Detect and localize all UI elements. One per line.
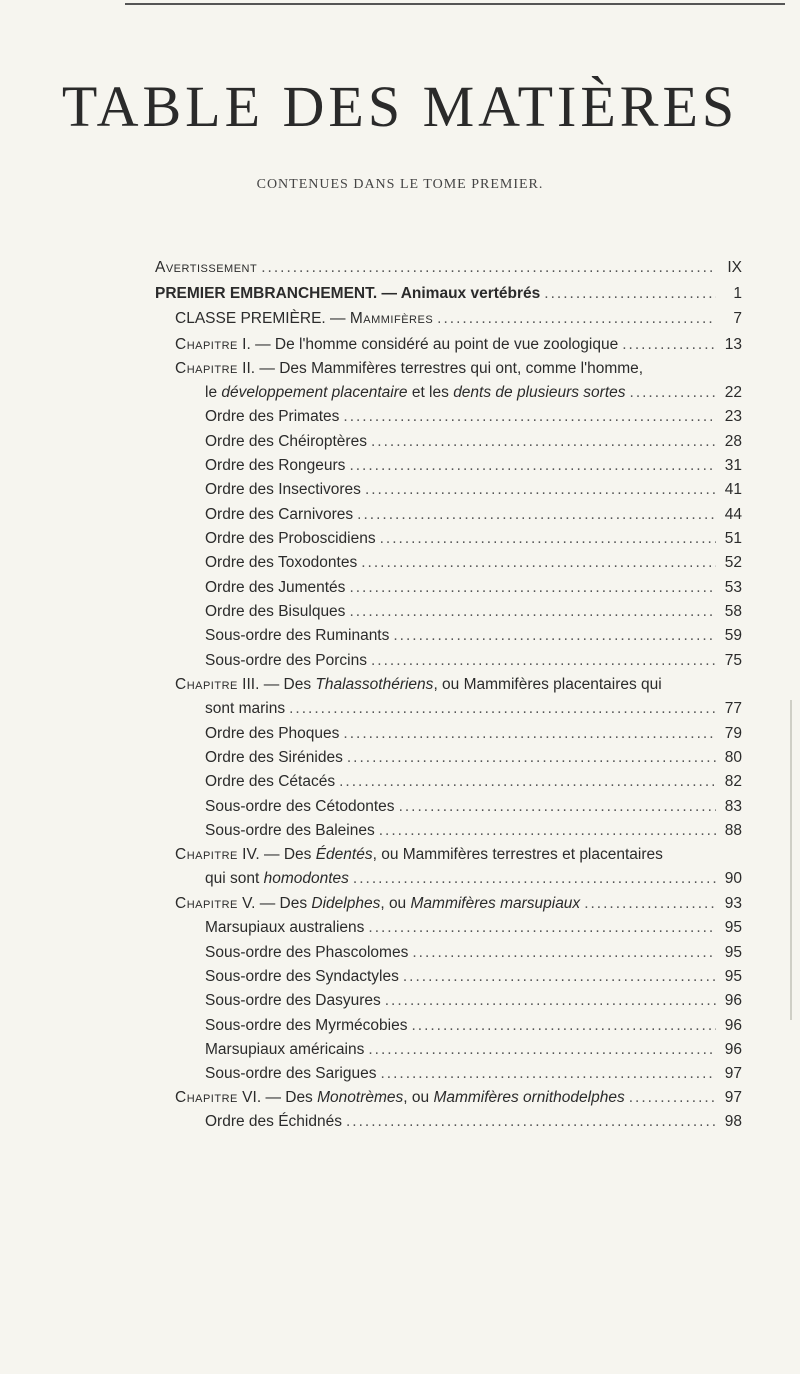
toc-entry-text: développement placentaire: [221, 384, 408, 401]
toc-entry-label: [175, 676, 662, 693]
toc-entry-text: , ou Mammifères terrestres et placentaires: [372, 846, 663, 863]
toc-entry: [205, 797, 742, 817]
toc-page-number: 41: [724, 481, 742, 498]
toc-page-number: 98: [724, 1113, 742, 1130]
dot-leader: [368, 1040, 716, 1060]
toc-entry-text: Ordre des Rongeurs: [205, 457, 346, 474]
toc-entry-label: [205, 529, 376, 549]
toc-entry-label: [205, 505, 353, 525]
toc-page-number: 88: [724, 822, 742, 839]
toc-entry: [205, 1040, 742, 1060]
toc-page-number: 83: [724, 798, 742, 815]
toc-page-number: 58: [724, 603, 742, 620]
toc-entry-text: et les: [407, 384, 454, 401]
toc-entry-text: Ordre des Carnivores: [205, 506, 354, 523]
toc-page-number: 23: [724, 408, 742, 425]
toc-page-number: 97: [724, 1065, 742, 1082]
toc-entry-text: Chapitre: [175, 846, 238, 863]
toc-entry: [205, 772, 742, 792]
toc-entry-label: [205, 407, 339, 427]
toc-entry: [205, 699, 742, 719]
toc-entry-text: CLASSE PREMIÈRE. —: [175, 310, 350, 327]
toc-entry-text: Ordre des Chéiroptères: [205, 433, 367, 450]
toc-entry-text: Mammifères ornithodelphes: [433, 1089, 625, 1106]
toc-entry-label: [205, 724, 339, 744]
toc-entry-label: [205, 1040, 364, 1060]
toc-entry-text: Édentés: [315, 846, 373, 863]
toc-entry: [205, 626, 742, 646]
toc-entry-text: Ordre des Cétacés: [205, 773, 336, 790]
toc-entry-text: Marsupiaux australiens: [205, 919, 365, 936]
toc-entry-text: Sous-ordre des Dasyures: [205, 992, 381, 1009]
dot-leader: [411, 1016, 716, 1036]
toc-entry: [155, 284, 742, 304]
toc-entry-text: Ordre des Primates: [205, 408, 340, 425]
toc-entry: [205, 967, 742, 987]
page-edge-mark: [790, 700, 792, 1020]
toc-entry-label: [205, 651, 367, 671]
toc-entry-label: [205, 821, 375, 841]
toc-entry-label: [175, 335, 618, 355]
toc-page-number: 95: [724, 968, 742, 985]
dot-leader: [357, 505, 716, 525]
toc-entry-text: qui sont: [205, 870, 264, 887]
toc-entry-label: [205, 578, 345, 598]
toc-entry-label: [205, 1112, 342, 1132]
toc-entry-text: Chapitre: [175, 1089, 238, 1106]
dot-leader: [365, 480, 716, 500]
dot-leader: [349, 602, 716, 622]
toc-entry-label: [205, 602, 345, 622]
dot-leader: [393, 626, 716, 646]
toc-entry-text: Sous-ordre des Porcins: [205, 652, 367, 669]
toc-entry-label: [205, 1016, 407, 1036]
toc-entry-text: Mammifères: [349, 310, 434, 327]
toc-entry-text: PREMIER EMBRANCHEMENT. — Animaux vertébrés: [155, 285, 541, 302]
toc-page-number: 79: [724, 725, 742, 742]
toc-entry-label: [205, 772, 335, 792]
toc-entry-text: Sous-ordre des Ruminants: [205, 627, 390, 644]
dot-leader: [368, 918, 716, 938]
toc-entry-label: [155, 284, 540, 304]
toc-entry-label: [175, 1088, 625, 1108]
toc-entry-text: le: [205, 384, 222, 401]
toc-entry-label: [205, 383, 626, 403]
toc-page-number: 82: [724, 773, 742, 790]
dot-leader: [385, 991, 716, 1011]
dot-leader: [339, 772, 716, 792]
toc-entry: [175, 845, 663, 865]
dot-leader: [379, 821, 716, 841]
toc-entry-text: III. — Des: [237, 676, 316, 693]
toc-page-number: 75: [724, 652, 742, 669]
toc-page-number: 96: [724, 1041, 742, 1058]
dot-leader: [346, 1112, 716, 1132]
dot-leader: [349, 456, 716, 476]
toc-entry-label: [155, 258, 257, 278]
toc-entry-label: [205, 797, 395, 817]
toc-entry: [175, 1088, 742, 1108]
toc-entry-text: Chapitre: [175, 676, 238, 693]
toc-entry: [175, 894, 742, 914]
toc-page-number: 96: [724, 1017, 742, 1034]
toc-entry-text: Ordre des Sirénides: [205, 749, 343, 766]
toc-entry: [205, 480, 742, 500]
dot-leader: [261, 258, 716, 278]
toc-entry-text: IV. — Des: [237, 846, 316, 863]
dot-leader: [371, 651, 716, 671]
toc-entry-text: VI. — Des: [237, 1089, 318, 1106]
toc-entry-label: [205, 748, 343, 768]
toc-entry-text: Chapitre: [175, 336, 238, 353]
toc-entry-text: Ordre des Jumentés: [205, 579, 346, 596]
toc-entry-label: [205, 699, 285, 719]
toc-entry-label: [205, 869, 349, 889]
toc-page-number: 95: [724, 919, 742, 936]
toc-entry: [205, 505, 742, 525]
toc-entry-text: dents de plusieurs sortes: [453, 384, 626, 401]
toc-entry-text: Didelphes: [311, 895, 381, 912]
toc-entry: [175, 675, 662, 695]
dot-leader: [412, 943, 716, 963]
toc-page-number: 52: [724, 554, 742, 571]
dot-leader: [353, 869, 716, 889]
toc-entry-label: [175, 360, 643, 377]
dot-leader: [437, 309, 716, 329]
toc-entry-label: [205, 918, 364, 938]
toc-page-number: 95: [724, 944, 742, 961]
toc-entry-text: Ordre des Phoques: [205, 725, 340, 742]
toc-entry-text: Ordre des Insectivores: [205, 481, 361, 498]
dot-leader: [629, 1088, 716, 1108]
toc-page-number: 7: [733, 310, 742, 327]
toc-entry-text: Monotrèmes: [317, 1089, 404, 1106]
toc-entry: [205, 869, 742, 889]
toc-entry: [205, 1112, 742, 1132]
toc-entry: [175, 359, 643, 379]
toc-entry: [205, 407, 742, 427]
toc-entry-text: Sous-ordre des Sarigues: [205, 1065, 377, 1082]
toc-entry: [155, 258, 742, 278]
toc-entry-text: Sous-ordre des Phascolomes: [205, 944, 409, 961]
toc-entry: [205, 456, 742, 476]
toc-entry: [205, 1064, 742, 1084]
toc-entry: [205, 602, 742, 622]
toc-entry-label: [205, 553, 357, 573]
dot-leader: [399, 797, 716, 817]
toc-entry: [205, 553, 742, 573]
toc-entry: [175, 309, 742, 329]
toc-page-number: 90: [724, 870, 742, 887]
toc-entry-text: Ordre des Bisulques: [205, 603, 346, 620]
toc-entry-text: , ou: [380, 895, 411, 912]
dot-leader: [380, 529, 716, 549]
toc-entry-text: Mammifères marsupiaux: [410, 895, 581, 912]
toc-entry: [205, 918, 742, 938]
toc-entry: [205, 578, 742, 598]
dot-leader: [584, 894, 716, 914]
toc-entry-label: [205, 626, 389, 646]
toc-entry-text: Chapitre: [175, 895, 238, 912]
dot-leader: [630, 383, 716, 403]
toc-page-number: 53: [724, 579, 742, 596]
toc-entry-text: homodontes: [263, 870, 349, 887]
toc-page-number: 13: [724, 336, 742, 353]
toc-entry-text: V. — Des: [237, 895, 312, 912]
dot-leader: [403, 967, 716, 987]
toc-page-number: 51: [724, 530, 742, 547]
toc-entry: [175, 335, 742, 355]
toc-entry-text: Ordre des Proboscidiens: [205, 530, 376, 547]
dot-leader: [343, 724, 716, 744]
toc-entry-text: Thalassothériens: [315, 676, 434, 693]
toc-page-number: 93: [724, 895, 742, 912]
toc-page-number: 97: [724, 1089, 742, 1106]
toc-entry-text: Sous-ordre des Syndactyles: [205, 968, 399, 985]
toc-entry-text: I. — De l'homme considéré au point de vue zoologique: [237, 336, 619, 353]
toc-page-number: 22: [724, 384, 742, 401]
toc-entry-label: [205, 991, 381, 1011]
toc-entry: [205, 991, 742, 1011]
toc-entry-label: [175, 846, 663, 863]
toc-entry: [205, 383, 742, 403]
toc-entry-text: II. — Des Mammifères terrestres qui ont, comme l'homme,: [237, 360, 644, 377]
toc-page-number: 80: [724, 749, 742, 766]
toc-entry-text: Ordre des Échidnés: [205, 1113, 342, 1130]
dot-leader: [380, 1064, 716, 1084]
toc-entry-text: , ou Mammifères placentaires qui: [433, 676, 662, 693]
toc-entry: [205, 724, 742, 744]
toc-page-number: IX: [727, 259, 742, 276]
toc-page-number: 96: [724, 992, 742, 1009]
page-subtitle: CONTENUES DANS LE TOME PREMIER.: [256, 177, 544, 192]
toc-entry-text: Ordre des Toxodontes: [205, 554, 358, 571]
toc-entry-text: Chapitre: [175, 360, 238, 377]
dot-leader: [289, 699, 716, 719]
dot-leader: [349, 578, 716, 598]
dot-leader: [347, 748, 716, 768]
dot-leader: [361, 553, 716, 573]
toc-entry-label: [205, 1064, 376, 1084]
toc-entry: [205, 529, 742, 549]
toc-page-number: 28: [724, 433, 742, 450]
toc-entry-text: , ou: [403, 1089, 434, 1106]
toc-entry-text: Marsupiaux américains: [205, 1041, 365, 1058]
toc-entry-text: Sous-ordre des Baleines: [205, 822, 375, 839]
toc-page-number: 1: [733, 285, 742, 302]
toc-entry-text: Avertissement: [155, 259, 258, 276]
dot-leader: [371, 432, 716, 452]
toc-entry-label: [205, 943, 408, 963]
dot-leader: [343, 407, 716, 427]
toc-entry: [205, 651, 742, 671]
toc-page-number: 31: [724, 457, 742, 474]
toc-entry: [205, 943, 742, 963]
toc-entry-text: Sous-ordre des Myrmécobies: [205, 1017, 408, 1034]
toc-entry-label: [175, 894, 580, 914]
toc-entry-label: [205, 967, 399, 987]
toc-entry: [205, 748, 742, 768]
toc-entry-label: [205, 432, 367, 452]
dot-leader: [544, 284, 716, 304]
dot-leader: [622, 335, 716, 355]
page-title: TABLE DES MATIÈRES: [61, 74, 739, 139]
toc-entry-label: [205, 480, 361, 500]
toc-entry-label: [205, 456, 345, 476]
toc-entry-text: sont marins: [205, 700, 286, 717]
toc-entry-label: [175, 309, 433, 329]
toc-entry-text: Sous-ordre des Cétodontes: [205, 798, 395, 815]
toc-entry: [205, 1016, 742, 1036]
toc-entry: [205, 432, 742, 452]
toc-page-number: 77: [724, 700, 742, 717]
toc-page-number: 59: [724, 627, 742, 644]
toc-page-number: 44: [724, 506, 742, 523]
toc-entry: [205, 821, 742, 841]
